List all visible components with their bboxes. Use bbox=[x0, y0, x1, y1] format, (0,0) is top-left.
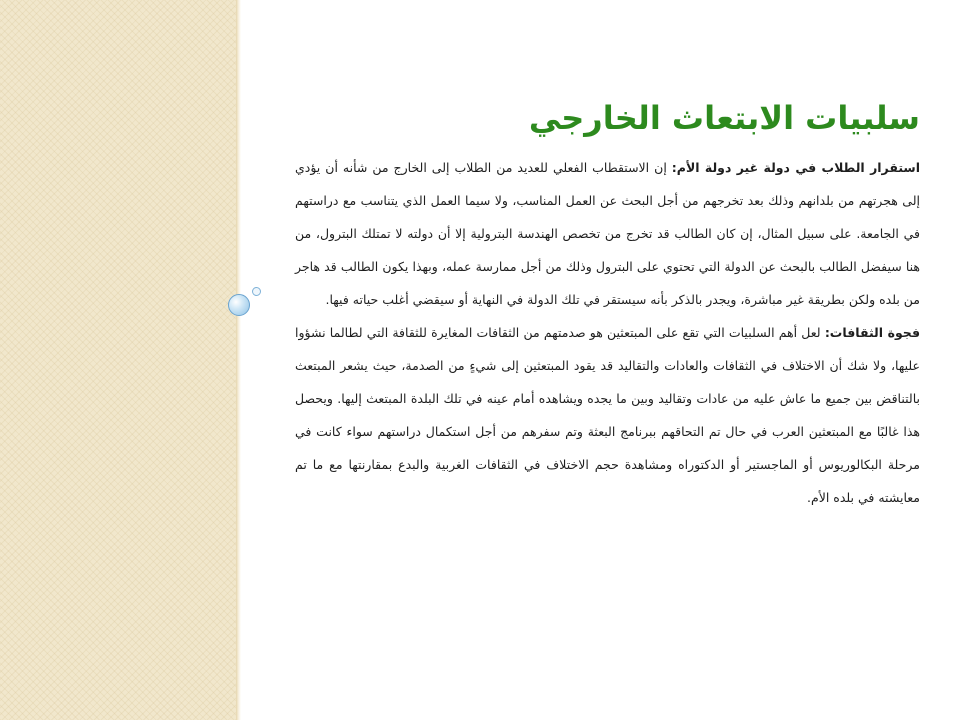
bubble-ornament-large bbox=[228, 294, 250, 316]
slide-title: سلبيات الابتعاث الخارجي bbox=[528, 99, 920, 137]
slide-content bbox=[295, 100, 920, 514]
paragraph-lead: استقرار الطلاب في دولة غير دولة الأم: bbox=[671, 159, 921, 175]
paragraph-culture-gap bbox=[295, 316, 920, 514]
paragraph-text: لعل أهم السلبيات التي تقع على المبتعثين هو صدمتهم من الثقافات المغايرة للثقافة التي لطالما نشؤوا عليها، ولا شك أن الاختلاف في الثقافات والعادات والتقاليد قد يقود المبتعثين إلى شيءٍ من الصدمة، حيث يشعر المبتعث بالتناقض بين جميع ما عاش عليه من عادات وتقاليد وبين ما يجده ويشاهده أمام عينه في تلك البلدة المبتعث إليها. ويحصل هذا غالبًا مع المبتعثين العرب في حال تم التحاقهم ببرنامج البعثة وتم سفرهم من أجل استكمال دراستهم سواء كانت في مرحلة البكالوريوس أو الماجستير أو الدكتوراه ومشاهدة حجم الاختلاف في الثقافات الغربية والبدع بمقارنتها مع ما تم معايشته في بلده الأم. bbox=[295, 324, 920, 505]
bubble-ornament-small bbox=[252, 287, 261, 296]
paragraph-text: إن الاستقطاب الفعلي للعديد من الطلاب إلى الخارج من شأنه أن يؤدي إلى هجرتهم من بلدانهم وذلك بعد تخرجهم من أجل البحث عن العمل المناسب، ولا سيما العمل الذي يتناسب مع دراستهم في الجامعة. على سبيل المثال، إن كان الطالب قد تخرج من تخصص الهندسة البترولية إلا أن دولته لا تمتلك البترول، من هنا سيفضل الطالب بالبحث عن الدولة التي تحتوي على البترول وذلك من أجل ممارسة عمله، وبهذا يكون الطالب قد هاجر من بلده ولكن بطريقة غير مباشرة، ويجدر بالذكر بأنه سيستقر في تلك الدولة في النهاية أو سيقضي أغلب حياته فيها. bbox=[295, 159, 920, 307]
paragraph-lead: فجوة الثقافات: bbox=[824, 324, 920, 340]
side-panel-edge bbox=[236, 0, 241, 720]
decorative-side-panel bbox=[0, 0, 236, 720]
paragraph-settlement-abroad bbox=[295, 151, 920, 316]
